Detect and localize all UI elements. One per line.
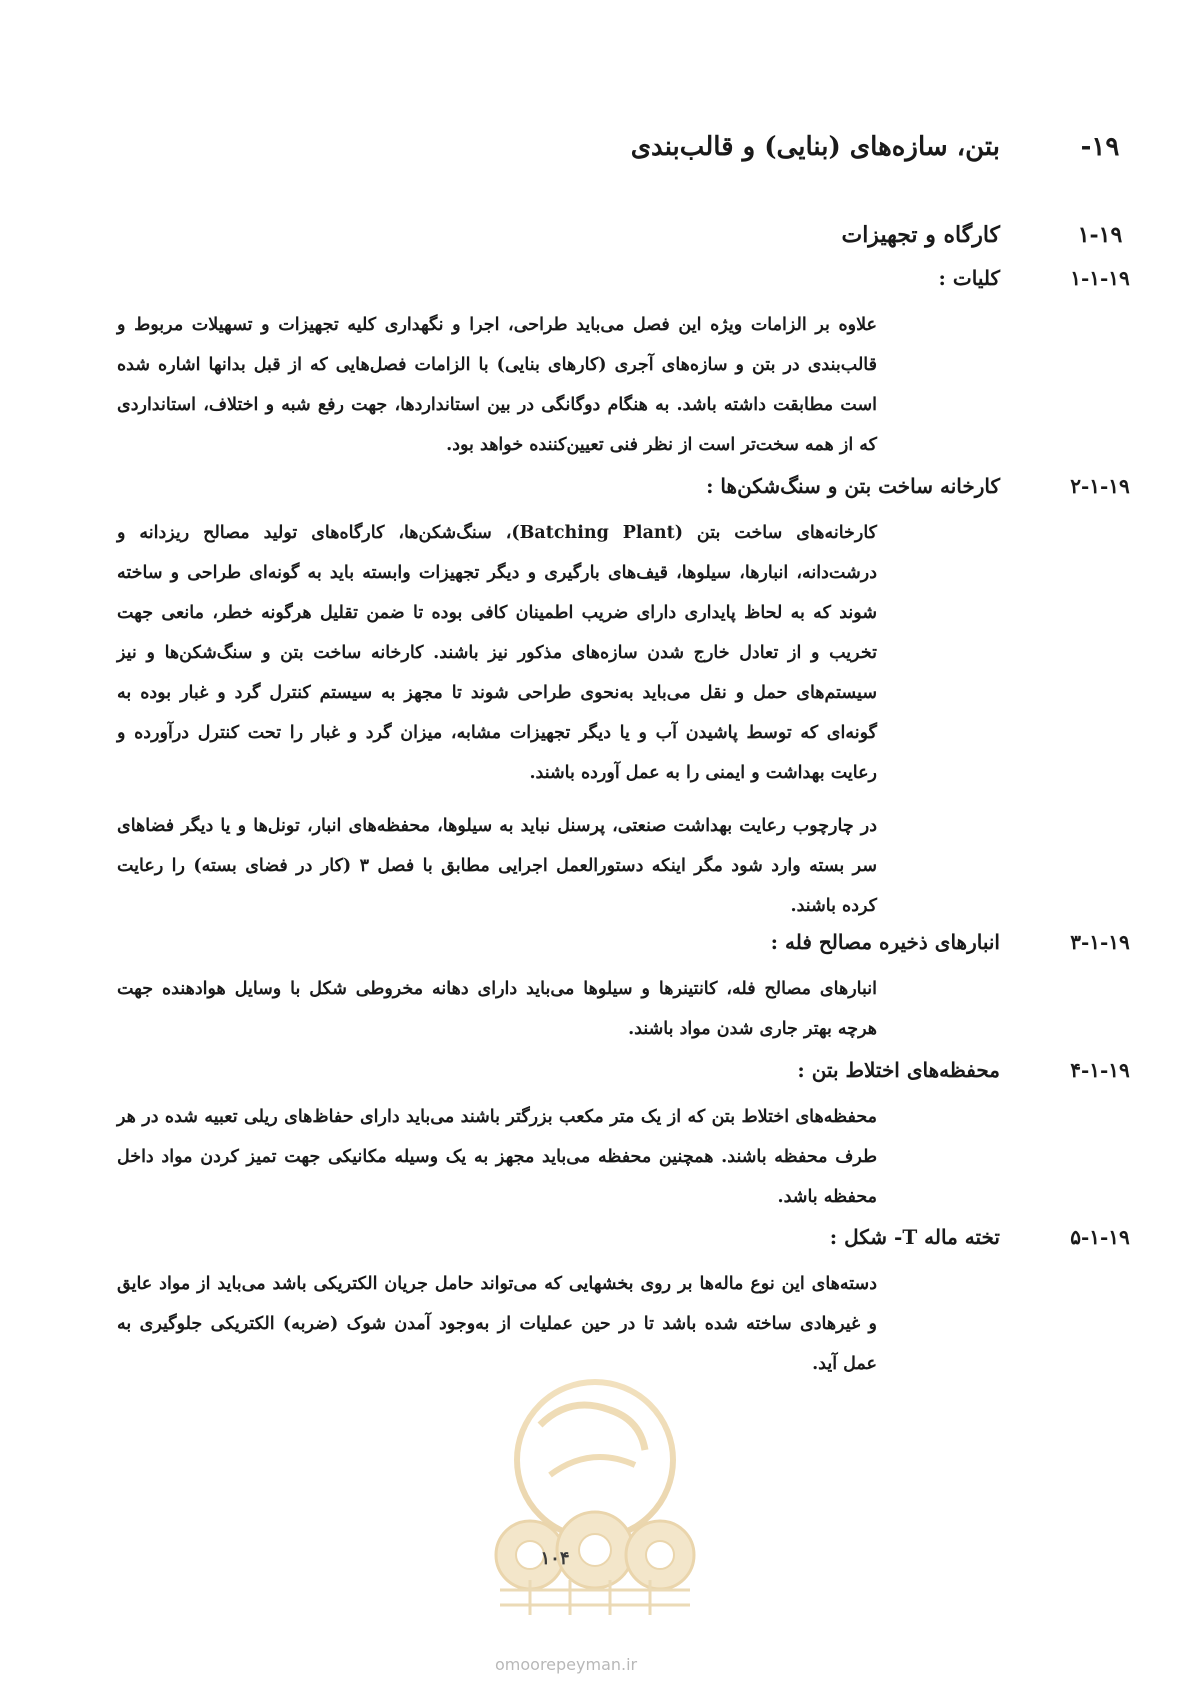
section-title: کارگاه و تجهیزات <box>841 222 1000 248</box>
paragraph-text: کارخانه‌های ساخت بتن (Batching Plant)، سنگ‌شکن‌ها، کارگاه‌های تولید مصالح ریزدانه و درشت‌دانه، انبارها، سیلوها، قیف‌های بارگیری و دیگر تجهیزات وابسته باید به گونه‌ای طراحی و ساخته شوند که به لحاظ پایداری دارای ضریب اطمینان کافی بوده تا ضمن تقلیل هرگونه خطر، مانعی جهت تخریب و از تعادل خارج شدن سازه‌های مذکور نیز باشند. کارخانه ساخت بتن و سنگ‌شکن‌ها و نیز سیستم‌های حمل و نقل می‌باید به‌نحوی طراحی شوند تا مجهز به سیستم کنترل گرد و غبار بوده به گونه‌ای که توسط پاشیدن آب و یا دیگر تجهیزات مشابه، میزان گرد و غبار را تحت کنترل درآورده و رعایت بهداشت و ایمنی را به عمل آورده باشند. <box>117 523 877 783</box>
paragraph <box>117 305 877 465</box>
subsection-number: ۲-۱-۱۹ <box>1070 474 1130 498</box>
subsection-heading <box>240 930 1130 954</box>
subsection-number: ۵-۱-۱۹ <box>1070 1225 1130 1249</box>
paragraph <box>117 969 877 1049</box>
paragraph-text: علاوه بر الزامات ویژه این فصل می‌باید طراحی، اجرا و نگهداری کلیه تجهیزات و تسهیلات مربوط و قالب‌بندی در بتن و سازه‌های آجری (کارهای بنایی) با الزامات فصل‌هایی که از قبل بدانها اشاره شده است مطابقت داشته باشد. به هنگام دوگانگی در بین استانداردها، جهت رفع شبه و اختلاف، استانداردی که از همه سخت‌تر است از نظر فنی تعیین‌کننده خواهد بود. <box>117 315 877 455</box>
paragraph-text: دسته‌های این نوع ماله‌ها بر روی بخشهایی که می‌تواند حامل جریان الکتریکی باشد می‌باید از مواد عایق و غیرهادی ساخته شده باشد تا در حین عملیات از به‌وجود آمدن شوک (ضربه) الکتریکی جلوگیری به عمل آید. <box>117 1274 877 1374</box>
paragraph-text: در چارچوب رعایت بهداشت صنعتی، پرسنل نباید به سیلوها، محفظه‌های انبار، تونل‌ها و یا دیگر فضاهای سر بسته وارد شود مگر اینکه دستورالعمل اجرایی مطابق با فصل ۳ (کار در فضای بسته) را رعایت کرده باشند. <box>117 816 877 916</box>
subsection-number: ۴-۱-۱۹ <box>1070 1058 1130 1082</box>
paragraph <box>117 1097 877 1217</box>
subsection-number: ۱-۱-۱۹ <box>1070 266 1130 290</box>
subsection-number: ۳-۱-۱۹ <box>1070 930 1130 954</box>
subsection-title: کارخانه ساخت بتن و سنگ‌شکن‌ها : <box>706 474 1000 498</box>
paragraph <box>117 513 877 793</box>
subsection-heading <box>240 266 1130 290</box>
chapter-heading <box>240 132 1120 162</box>
chapter-number: ۱۹- <box>1080 132 1120 162</box>
section-heading <box>240 222 1123 248</box>
paragraph <box>117 806 877 926</box>
subsection-title: محفظه‌های اختلاط بتن : <box>797 1058 1000 1082</box>
subsection-heading <box>240 1225 1130 1249</box>
chapter-title: بتن، سازه‌های (بنایی) و قالب‌بندی <box>630 132 1000 162</box>
paragraph-text: محفظه‌های اختلاط بتن که از یک متر مکعب بزرگتر باشند می‌باید دارای حفاظ‌های ریلی تعبیه شده در هر طرف محفظه باشند. همچنین محفظه می‌باید مجهز به یک وسیله مکانیکی جهت تمیز کردن مواد داخل محفظه باشد. <box>117 1107 877 1207</box>
subsection-heading <box>240 1058 1130 1082</box>
section-number: ۱-۱۹ <box>1077 222 1123 248</box>
subsection-heading <box>240 474 1130 498</box>
subsection-title: انبارهای ذخیره مصالح فله : <box>770 930 1000 954</box>
subsection-title: کلیات : <box>938 266 1000 290</box>
watermark-site-url: omoorepeyman.ir <box>495 1655 638 1674</box>
watermark-logo <box>470 1365 720 1615</box>
page-number: ۱۰۴ <box>540 1548 570 1569</box>
paragraph-text: انبارهای مصالح فله، کانتینرها و سیلوها می‌باید دارای دهانه مخروطی شکل با وسایل هوادهنده جهت هرچه بهتر جاری شدن مواد باشند. <box>117 979 877 1039</box>
subsection-title: تخته ماله T- شکل : <box>829 1225 1000 1249</box>
